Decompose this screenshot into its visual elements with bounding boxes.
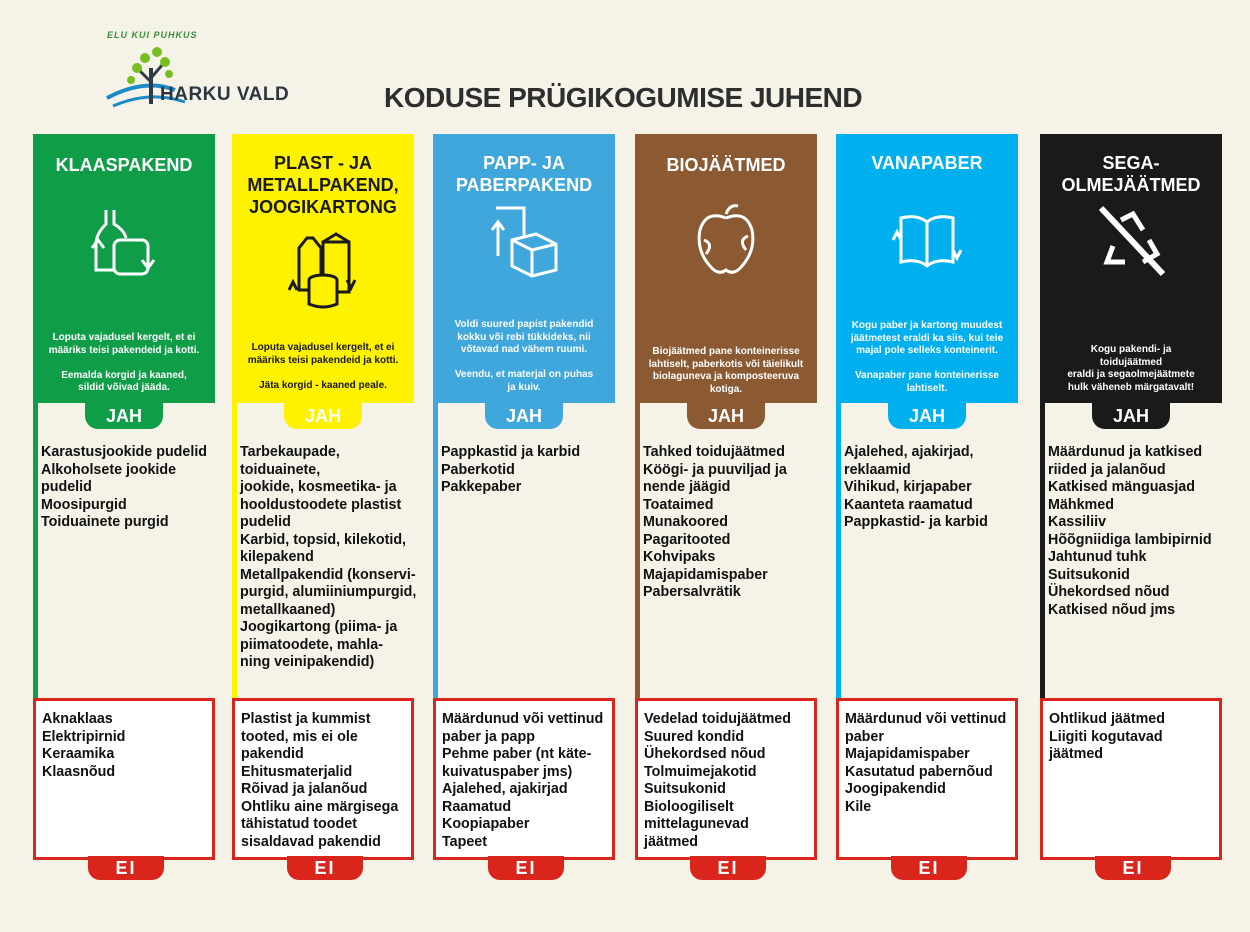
list-item: Pakkepaber bbox=[441, 479, 522, 495]
list-item: Tahked toidujäätmed bbox=[643, 444, 785, 460]
no-list bbox=[1049, 711, 1224, 764]
yes-tab: JAH bbox=[85, 403, 163, 429]
list-item: Bioloogiliselt bbox=[644, 798, 734, 815]
column-header bbox=[33, 134, 215, 403]
list-item: Majapidamispaber bbox=[845, 746, 970, 762]
bottle-can-carton-icon bbox=[283, 230, 363, 310]
list-item: Ühekordsed nõud bbox=[644, 746, 766, 762]
list-item: Kasutatud pabernõud bbox=[845, 763, 993, 780]
column-header bbox=[433, 134, 615, 403]
list-item: kilepakend bbox=[240, 549, 314, 565]
category-name: PAPP- JA PABERPAKEND bbox=[455, 153, 593, 195]
list-item: Kohvipaks bbox=[643, 549, 716, 565]
list-item: paber ja papp bbox=[442, 728, 535, 745]
list-item: Joogikartong (piima- ja bbox=[240, 619, 398, 635]
no-tab: EI bbox=[891, 856, 967, 880]
category-note: Kogu paber ja kartong muudest jäätmetest eraldi ka siis, kui teie majal pole selleks konteinerit. Vanapaber pane konteinerisse lahtiselt. bbox=[850, 320, 1004, 394]
list-item: Pabersalvrätik bbox=[643, 584, 741, 600]
list-item: metallkaaned) bbox=[240, 601, 336, 618]
no-box bbox=[433, 698, 615, 860]
open-book-icon bbox=[887, 200, 967, 280]
list-item: Aknaklaas bbox=[42, 711, 113, 727]
list-item: Tarbekaupade, bbox=[240, 444, 340, 460]
no-box bbox=[1040, 698, 1222, 860]
no-list bbox=[845, 711, 1020, 816]
list-item: toiduainete, bbox=[240, 461, 321, 478]
list-item: ning veinipakendid) bbox=[240, 654, 375, 670]
no-tab: EI bbox=[690, 856, 766, 880]
list-item: pudelid bbox=[240, 514, 291, 530]
list-item: Määrdunud või vettinud bbox=[845, 711, 1007, 727]
list-item: Suured kondid bbox=[644, 728, 745, 745]
no-box bbox=[33, 698, 215, 860]
list-item: Karastusjookide pudelid bbox=[41, 444, 208, 460]
no-tab: EI bbox=[1095, 856, 1171, 880]
no-list bbox=[442, 711, 617, 851]
no-tab: EI bbox=[88, 856, 164, 880]
apple-core-icon bbox=[686, 200, 766, 280]
list-item: Toataimed bbox=[643, 496, 714, 513]
category-name: BIOJÄÄTMED bbox=[666, 155, 786, 175]
list-item: Moosipurgid bbox=[41, 496, 127, 513]
category-note: Biojäätmed pane konteinerisse lahtiselt, paberkotis või täielikult biolaguneva ja komposteeruva kotiga. bbox=[648, 346, 804, 395]
logo-slogan: ELU KUI PUHKUS bbox=[107, 30, 198, 40]
list-item: reklaamid bbox=[844, 461, 911, 478]
column-header bbox=[635, 134, 817, 403]
cardboard-box-icon bbox=[484, 200, 564, 280]
no-list bbox=[644, 711, 819, 851]
list-item: Pehme paber (nt käte- bbox=[442, 746, 592, 762]
category-note: Loputa vajadusel kergelt, et ei määriks teisi pakendeid ja kotti. Eemalda korgid ja kaaned, sildid võivad jääda. bbox=[48, 332, 200, 393]
yes-list bbox=[41, 444, 233, 532]
list-item: Rõivad ja jalanõud bbox=[241, 781, 368, 797]
list-item: Jahtunud tuhk bbox=[1048, 549, 1147, 565]
list-item: Suitsukonid bbox=[1048, 566, 1130, 583]
list-item: Toiduainete purgid bbox=[41, 514, 169, 530]
list-item: purgid, alumiiniumpurgid, bbox=[240, 584, 417, 600]
list-item: Mähkmed bbox=[1048, 496, 1114, 513]
yes-list bbox=[441, 444, 633, 497]
list-item: jäätmed bbox=[1049, 746, 1104, 762]
list-item: paber bbox=[845, 728, 884, 745]
list-item: Klaasnõud bbox=[42, 763, 116, 780]
list-item: Karbid, topsid, kilekotid, bbox=[240, 531, 407, 548]
yes-list bbox=[1048, 444, 1240, 619]
category-note: Kogu pakendi- ja toidujäätmed eraldi ja segaolmejäätmete hulk väheneb märgatavalt! bbox=[1067, 344, 1195, 393]
list-item: Katkised nõud jms bbox=[1048, 601, 1176, 618]
category-note: Loputa vajadusel kergelt, et ei määriks teisi pakendeid ja kotti. Jäta korgid - kaaned peale. bbox=[247, 342, 399, 391]
column-header bbox=[836, 134, 1018, 403]
list-item: Kassiliiv bbox=[1048, 514, 1107, 530]
no-tab: EI bbox=[488, 856, 564, 880]
list-item: Kile bbox=[845, 798, 872, 815]
list-item: pudelid bbox=[41, 479, 92, 495]
list-item: tooted, mis ei ole bbox=[241, 728, 358, 745]
list-item: jookide, kosmeetika- ja bbox=[240, 479, 397, 495]
yes-list bbox=[844, 444, 1036, 532]
category-name: VANAPABER bbox=[871, 153, 983, 173]
list-item: Munakoored bbox=[643, 514, 728, 530]
yes-list bbox=[240, 444, 432, 672]
list-item: Vihikud, kirjapaber bbox=[844, 479, 972, 495]
harku-vald-logo bbox=[105, 30, 275, 130]
list-item: nende jäägid bbox=[643, 479, 731, 495]
no-tab: EI bbox=[287, 856, 363, 880]
list-item: Ühekordsed nõud bbox=[1048, 584, 1170, 600]
list-item: Koopiapaber bbox=[442, 816, 530, 832]
list-item: Hõõgniidiga lambipirnid bbox=[1048, 531, 1212, 548]
category-name: SEGA- OLMEJÄÄTMED bbox=[1061, 153, 1201, 195]
no-box bbox=[232, 698, 414, 860]
list-item: Suitsukonid bbox=[644, 781, 726, 797]
logo-name: HARKU VALD bbox=[160, 84, 290, 105]
list-item: piimatoodete, mahla- bbox=[240, 636, 383, 653]
list-item: Ajalehed, ajakirjad bbox=[442, 781, 568, 797]
list-item: Määrdunud ja katkised bbox=[1048, 444, 1203, 460]
yes-tab: JAH bbox=[687, 403, 765, 429]
category-note: Voldi suured papist pakendid kokku või rebi tükkideks, nii võtavad nad vähem ruumi. Veendu, et materjal on puhas ja kuiv. bbox=[454, 319, 594, 393]
no-list bbox=[241, 711, 416, 851]
list-item: jäätmed bbox=[644, 833, 699, 850]
list-item: mittelagunevad bbox=[644, 816, 749, 832]
no-box bbox=[635, 698, 817, 860]
list-item: Elektripirnid bbox=[42, 728, 126, 745]
category-name: PLAST - JA METALLPAKEND, JOOGIKARTONG bbox=[247, 153, 399, 217]
list-item: Ohtlikud jäätmed bbox=[1049, 711, 1165, 727]
category-name: KLAASPAKEND bbox=[55, 155, 193, 175]
crossed-recycle-icon bbox=[1091, 200, 1171, 280]
list-item: Vedelad toidujäätmed bbox=[644, 711, 791, 727]
list-item: pakendid bbox=[241, 746, 304, 762]
no-box bbox=[836, 698, 1018, 860]
list-item: Tapeet bbox=[442, 833, 488, 850]
list-item: Ajalehed, ajakirjad, bbox=[844, 444, 974, 460]
list-item: Ohtliku aine märgisega bbox=[241, 798, 399, 815]
list-item: Katkised mänguasjad bbox=[1048, 479, 1195, 495]
list-item: riided ja jalanõud bbox=[1048, 461, 1166, 478]
list-item: Plastist ja kummist bbox=[241, 711, 371, 727]
glass-bottle-jar-icon bbox=[84, 200, 164, 280]
yes-tab: JAH bbox=[1092, 403, 1170, 429]
column-header bbox=[1040, 134, 1222, 403]
list-item: Määrdunud või vettinud bbox=[442, 711, 604, 727]
list-item: Raamatud bbox=[442, 798, 512, 815]
list-item: hooldustoodete plastist bbox=[240, 496, 402, 513]
column-header bbox=[232, 134, 414, 403]
list-item: tähistatud toodet bbox=[241, 816, 357, 832]
list-item: Tolmuimejakotid bbox=[644, 763, 757, 780]
list-item: Keraamika bbox=[42, 746, 115, 762]
list-item: Pagaritooted bbox=[643, 531, 731, 548]
list-item: Majapidamispaber bbox=[643, 566, 768, 583]
tree-logo-icon bbox=[105, 30, 275, 130]
list-item: Joogipakendid bbox=[845, 781, 946, 797]
list-item: Pappkastid ja karbid bbox=[441, 444, 581, 460]
no-list bbox=[42, 711, 217, 781]
list-item: Köögi- ja puuviljad ja bbox=[643, 461, 787, 478]
list-item: Alkoholsete jookide bbox=[41, 461, 177, 478]
page-title: KODUSE PRÜGIKOGUMISE JUHEND bbox=[384, 82, 863, 113]
yes-list bbox=[643, 444, 835, 602]
yes-tab: JAH bbox=[485, 403, 563, 429]
yes-tab: JAH bbox=[284, 403, 362, 429]
list-item: sisaldavad pakendid bbox=[241, 833, 381, 850]
list-item: Paberkotid bbox=[441, 461, 515, 478]
list-item: Kaanteta raamatud bbox=[844, 496, 973, 513]
list-item: Pappkastid- ja karbid bbox=[844, 514, 988, 530]
list-item: kuivatuspaber jms) bbox=[442, 763, 573, 780]
list-item: Ehitusmaterjalid bbox=[241, 763, 353, 780]
list-item: Metallpakendid (konservi- bbox=[240, 566, 416, 583]
yes-tab: JAH bbox=[888, 403, 966, 429]
list-item: Liigiti kogutavad bbox=[1049, 728, 1163, 745]
